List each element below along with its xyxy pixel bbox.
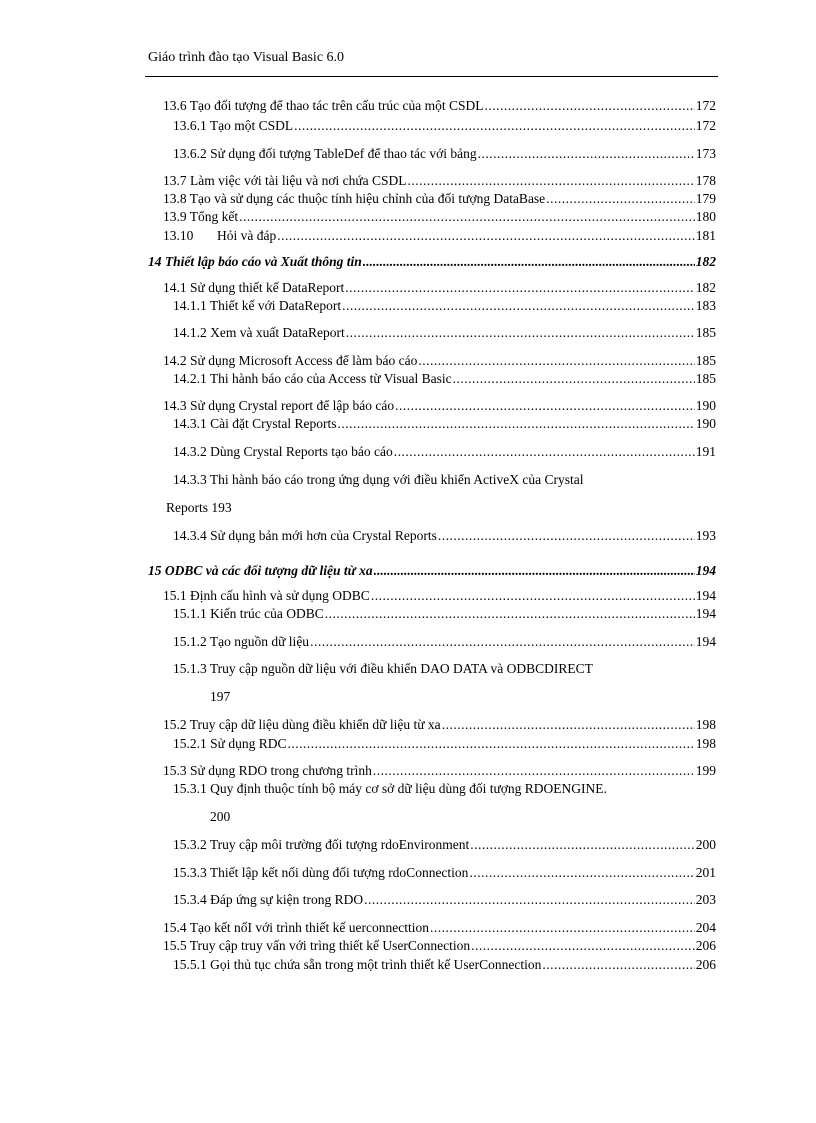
toc-entry[interactable]: 13.6.1 Tạo một CSDL ..... 172 [173, 118, 716, 134]
toc-entry[interactable]: 14.3 Sử dụng Crystal report để lập báo cáo ..... 190 [163, 398, 716, 414]
toc-chapter[interactable]: 14 Thiết lập báo cáo và Xuất thông tin ..... 182 [148, 254, 716, 270]
toc-entry-wrapped[interactable]: 14.3.3 Thi hành báo cáo trong ứng dụng với điều khiển ActiveX của Crystal [173, 472, 584, 487]
toc-entry[interactable]: 14.1.2 Xem và xuất DataReport ..... 185 [173, 325, 716, 341]
toc-entry[interactable]: 15.3.4 Đáp ứng sự kiện trong RDO ..... 203 [173, 892, 716, 908]
toc-entry[interactable]: 15.1.2 Tạo nguồn dữ liệu ..... 194 [173, 634, 716, 650]
toc-entry[interactable]: 14.3.1 Cài đặt Crystal Reports ..... 190 [173, 416, 716, 432]
toc-entry[interactable]: 13.6.2 Sử dụng đối tượng TableDef để thao tác với bảng ..... 173 [173, 146, 716, 162]
toc-entry[interactable]: 13.7 Làm việc với tài liệu và nơi chứa CSDL ..... 178 [163, 173, 716, 189]
toc-entry[interactable]: 13.8 Tạo và sử dụng các thuộc tính hiệu chỉnh của đối tượng DataBase ..... 179 [163, 191, 716, 207]
toc-entry[interactable]: 14.3.4 Sử dụng bản mới hơn của Crystal Reports ..... 193 [173, 528, 716, 544]
toc-entry[interactable]: 14.2 Sử dụng Microsoft Access để làm báo cáo ..... 185 [163, 353, 716, 369]
toc-chapter[interactable]: 15 ODBC và các đối tượng dữ liệu từ xa ..... 194 [148, 563, 716, 579]
toc-entry[interactable]: 14.2.1 Thi hành báo cáo của Access từ Visual Basic ..... 185 [173, 371, 716, 387]
toc-entry[interactable]: 14.3.2 Dùng Crystal Reports tạo báo cáo ..... 191 [173, 444, 716, 460]
toc-entry[interactable]: 15.5 Truy cập truy vấn với trìng thiết kế UserConnection ..... 206 [163, 938, 716, 954]
toc-entry[interactable]: 15.3.2 Truy cập môi trường đối tượng rdoEnvironment ..... 200 [173, 837, 716, 853]
toc-entry[interactable]: 13.9 Tổng kết ..... 180 [163, 209, 716, 225]
toc-entry[interactable]: 15.2.1 Sử dụng RDC ..... 198 [173, 736, 716, 752]
toc-entry[interactable]: 15.4 Tạo kết nốI với trình thiết kế uerconnecttion ..... 204 [163, 920, 716, 936]
toc-entry-continuation: 200 [210, 809, 231, 824]
toc-entry[interactable]: 15.2 Truy cập dữ liệu dùng điều khiển dữ liệu từ xa ..... 198 [163, 717, 716, 733]
toc-entry-continuation: 197 [210, 689, 231, 704]
toc-entry[interactable]: 15.3.3 Thiết lập kết nối dùng đối tượng rdoConnection ..... 201 [173, 865, 716, 881]
toc-entry[interactable]: 15.3 Sử dụng RDO trong chương trình ..... 199 [163, 763, 716, 779]
toc-entry[interactable]: 15.1.1 Kiến trúc của ODBC ..... 194 [173, 606, 716, 622]
toc-entry[interactable]: 14.1 Sử dụng thiết kế DataReport ..... 182 [163, 280, 716, 296]
toc-entry[interactable]: 15.1 Định cấu hình và sử dụng ODBC ..... 194 [163, 588, 716, 604]
toc-entry-wrapped[interactable]: 15.1.3 Truy cập nguồn dữ liệu với điều khiển DAO DATA và ODBCDIRECT [173, 661, 593, 676]
toc-entry[interactable]: 15.5.1 Gọi thủ tục chứa sẵn trong một trình thiết kế UserConnection ..... 206 [173, 957, 716, 973]
toc-entry-wrapped[interactable]: 15.3.1 Quy định thuộc tính bộ máy cơ sở dữ liệu dùng đối tượng RDOENGINE. [173, 781, 607, 796]
toc-entry[interactable]: 13.10 Hỏi và đáp ..... 181 [163, 228, 716, 244]
toc-entry[interactable]: 13.6 Tạo đối tượng để thao tác trên cấu trúc của một CSDL ..... 172 [163, 98, 716, 114]
toc-entry-continuation: Reports 193 [166, 500, 232, 515]
page-header: Giáo trình đào tạo Visual Basic 6.0 [148, 50, 345, 65]
toc-entry[interactable]: 14.1.1 Thiết kế với DataReport ..... 183 [173, 298, 716, 314]
